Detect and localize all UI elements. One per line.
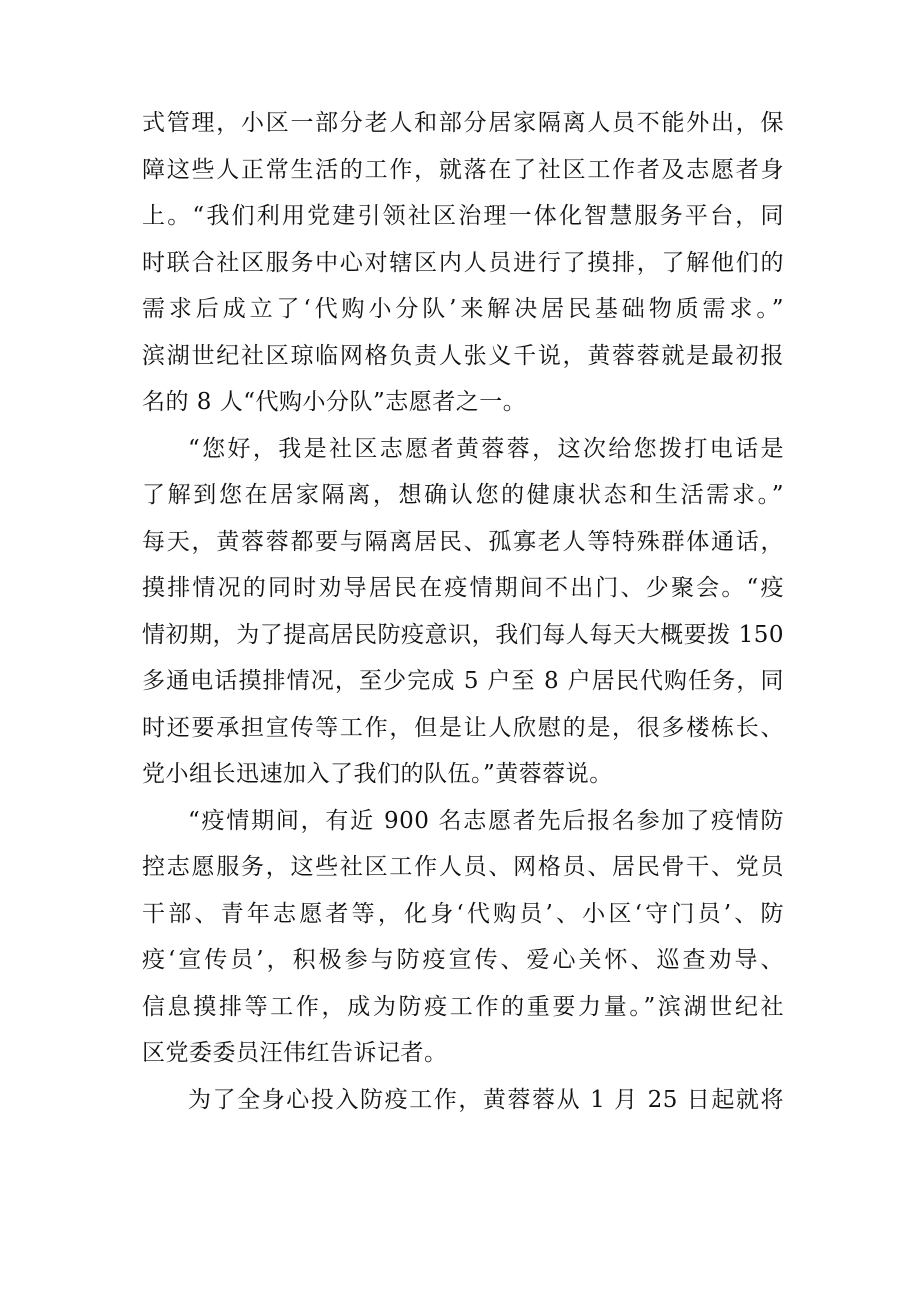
article-body: [142, 100, 784, 1123]
text-line: 滨湖世纪社区琼临网格负责人张义千说，黄蓉蓉就是最初报: [142, 342, 784, 369]
text-line: 信息摸排等工作，成为防疫工作的重要力量。”滨湖世纪社: [142, 993, 784, 1020]
text-line: 摸排情况的同时劝导居民在疫情期间不出门、少聚会。“疫: [142, 575, 784, 601]
text-line: 党小组长迅速加入了我们的队伍。”黄蓉蓉说。: [142, 761, 613, 787]
text-line: 需求后成立了‘代购小分队’来解决居民基础物质需求。”: [142, 296, 784, 322]
text-line: 障这些人正常生活的工作，就落在了社区工作者及志愿者身: [142, 156, 784, 183]
text-line: 疫‘宣传员’，积极参与防疫宣传、爱心关怀、巡查劝导、: [142, 947, 784, 973]
text-line: 控志愿服务，这些社区工作人员、网格员、居民骨干、党员: [142, 854, 784, 880]
text-line: 上。“我们利用党建引领社区治理一体化智慧服务平台，同: [142, 203, 784, 229]
text-line: 情初期，为了提高居民防疫意识，我们每人每天大概要拨 150: [142, 621, 784, 648]
text-line: 多通电话摸排情况，至少完成 5 户至 8 户居民代购任务，同: [142, 668, 784, 694]
text-line: 时还要承担宣传等工作，但是让人欣慰的是，很多楼栋长、: [142, 714, 784, 741]
text-line: “疫情期间，有近 900 名志愿者先后报名参加了疫情防: [188, 807, 784, 834]
text-line: “您好，我是社区志愿者黄蓉蓉，这次给您拨打电话是: [188, 435, 784, 462]
text-line: 名的 8 人“代购小分队”志愿者之一。: [142, 389, 527, 415]
text-line: 式管理，小区一部分老人和部分居家隔离人员不能外出，保: [142, 110, 784, 136]
text-line: 干部、青年志愿者等，化身‘代购员’、小区‘守门员’、防: [142, 900, 784, 927]
text-line: 为了全身心投入防疫工作，黄蓉蓉从 1 月 25 日起就将: [188, 1086, 784, 1113]
text-line: 每天，黄蓉蓉都要与隔离居民、孤寡老人等特殊群体通话，: [142, 528, 784, 555]
text-line: 区党委委员汪伟红告诉记者。: [142, 1040, 448, 1066]
text-line: 了解到您在居家隔离，想确认您的健康状态和生活需求。”: [142, 482, 784, 508]
text-line: 时联合社区服务中心对辖区内人员进行了摸排，了解他们的: [142, 249, 784, 276]
